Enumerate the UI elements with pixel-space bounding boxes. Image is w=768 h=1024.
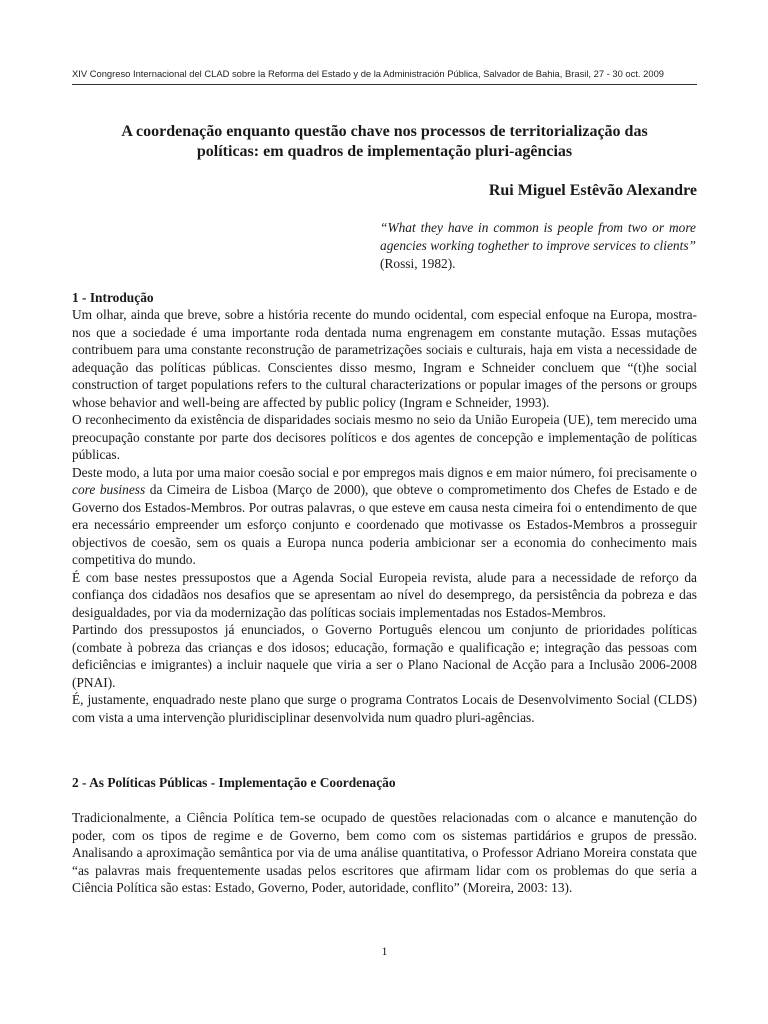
- epigraph: [380, 219, 696, 273]
- title-line-1: A coordenação enquanto questão chave nos processos de territorialização das: [121, 123, 648, 140]
- section-1-paragraph-5: Partindo dos pressupostos já enunciados, o Governo Português elencou um conjunto de prioridades políticas (combate à pobreza das crianças e dos idosos; educação, formação e qualificação e; integração das pessoas com deficiências e imigrantes) a incluir naquele que viria a ser o Plano Nacional de Acção para a Inclusão 2006-2008 (PNAI).: [72, 622, 697, 690]
- paragraph-3-italic: core business: [72, 482, 146, 497]
- section-1-heading: 1 - Introdução: [72, 290, 154, 305]
- section-1-paragraph-6: É, justamente, enquadrado neste plano que surge o programa Contratos Locais de Desenvolvimento Social (CLDS) com vista a uma intervenção pluridisciplinar desenvolvida num quadro pluri-agências.: [72, 692, 697, 725]
- epigraph-quote: “What they have in common is people from two or more agencies working toghether to improve services to clients”: [380, 220, 696, 253]
- header-rule: [72, 84, 697, 85]
- paper-title: [72, 122, 697, 162]
- paragraph-3-text-b: da Cimeira de Lisboa (Março de 2000), que obteve o comprometimento dos Chefes de Estado e de Governo dos Estados-Membros. Por outras palavras, o que esteve em causa nesta cimeira foi o entendimento de que era necessário empreender um esforço conjunto e coordenado que motivasse os Estados-Membros a prosseguir objectivos de coesão, sem os quais a Europa nunca poderia ambicionar ser a economia do conhecimento mais competitiva do mundo.: [72, 482, 698, 567]
- section-1-paragraph-1: Um olhar, ainda que breve, sobre a história recente do mundo ocidental, com especial enfoque na Europa, mostra-nos que a sociedade é uma importante roda dentada numa engrenagem em constante mutação. Essas mutações contribuem para uma constante reconstrução de parametrizações sociais e culturais, haja em vista a necessidade de adequação das políticas públicas. Conscientes disso mesmo, Ingram e Schneider concluem que “(t)he social construction of target populations refers to the cultural characterizations or popular images of the persons or groups whose behavior and well-being are affected by public policy (Ingram e Schneider, 1993).: [72, 307, 697, 410]
- section-1-paragraph-2: O reconhecimento da existência de disparidades sociais mesmo no seio da União Europeia (UE), tem merecido uma preocupação constante por parte dos decisores políticos e dos agentes de concepção e implementação de políticas públicas.: [72, 412, 697, 462]
- section-1-paragraph-3: [72, 464, 697, 569]
- epigraph-citation: (Rossi, 1982).: [380, 256, 456, 271]
- author-name: Rui Miguel Estêvão Alexandre: [488, 182, 697, 199]
- section-2-paragraph-1: Tradicionalmente, a Ciência Política tem-se ocupado de questões relacionadas com o alcance e manutenção do poder, com os tipos de regime e de Governo, bem como com os sistemas partidários e grupos de pressão. Analisando a aproximação semântica por via de uma análise quantitativa, o Professor Adriano Moreira constata que “as palavras mais frequentemente usadas pelos escritores que afirmam lidar com os problemas do que seria a Ciência Política são estas: Estado, Governo, Poder, autoridade, conflito” (Moreira, 2003: 13).: [72, 810, 697, 895]
- section-1-paragraph-4: É com base nestes pressupostos que a Agenda Social Europeia revista, alude para a necessidade de reforço da confiança dos cidadãos nos desafios que se apresentam ao nível do desemprego, da persistência da pobreza e das desigualdades, por via da modernização das políticas sociais implementadas nos Estados-Membros.: [72, 569, 697, 620]
- running-header: XIV Congreso Internacional del CLAD sobre la Reforma del Estado y de la Administración Pública, Salvador de Bahia, Brasil, 27 - 30 oct. 2009: [72, 68, 664, 79]
- page-number: 1: [381, 944, 388, 958]
- title-line-2: políticas: em quadros de implementação pluri-agências: [196, 143, 573, 160]
- section-1-body: [72, 306, 697, 726]
- section-2-heading: 2 - As Políticas Públicas - Implementação e Coordenação: [72, 775, 396, 790]
- section-2-body: [72, 809, 697, 897]
- paragraph-3-text-a: Deste modo, a luta por uma maior coesão social e por empregos mais dignos e em maior número, foi precisamente o: [72, 464, 697, 480]
